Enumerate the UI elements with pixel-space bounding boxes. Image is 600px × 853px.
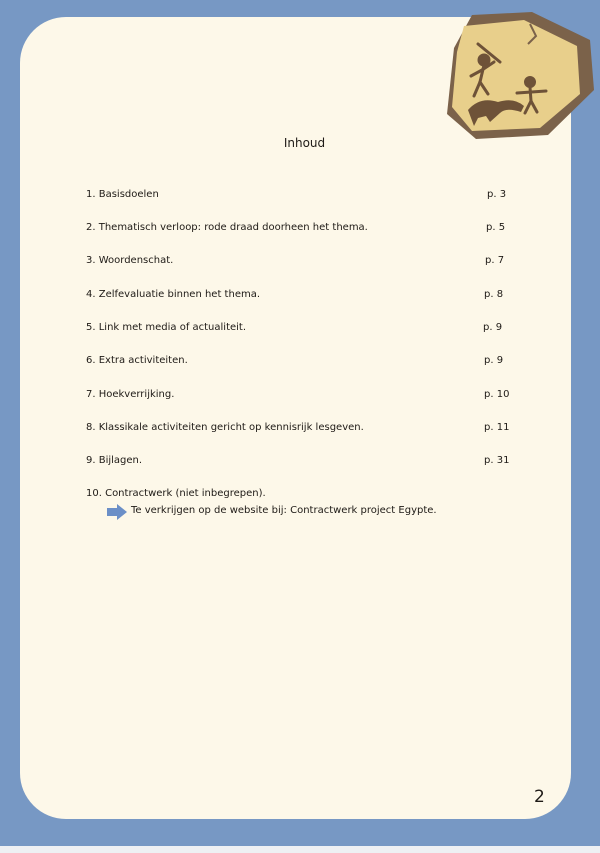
page-title: Inhoud xyxy=(283,136,326,150)
cave-painting-stone-icon xyxy=(444,12,594,144)
toc-item xyxy=(86,189,526,205)
toc-item-page: p. 3 xyxy=(487,189,507,200)
toc-item-page: p. 10 xyxy=(484,389,510,400)
toc-item xyxy=(86,322,526,338)
toc-item xyxy=(86,222,526,238)
toc-item-page: p. 9 xyxy=(483,322,503,333)
toc-item-page: p. 8 xyxy=(484,289,504,300)
toc-item-page: p. 31 xyxy=(484,455,510,466)
toc-item xyxy=(86,422,526,438)
toc-item-label: 4. Zelfevaluatie binnen het thema. xyxy=(86,289,261,300)
toc-item xyxy=(86,255,526,271)
toc-item-page: p. 9 xyxy=(484,355,504,366)
toc-item xyxy=(86,488,526,504)
note-text: Te verkrijgen op de website bij: Contractwerk project Egypte. xyxy=(131,505,437,516)
toc-item-label: 10. Contractwerk (niet inbegrepen). xyxy=(86,488,266,499)
toc-item xyxy=(86,455,526,471)
toc-item-label: 9. Bijlagen. xyxy=(86,455,143,466)
toc-item-page: p. 5 xyxy=(486,222,506,233)
toc-item-page: p. 11 xyxy=(484,422,510,433)
toc-item-label: 2. Thematisch verloop: rode draad doorheen het thema. xyxy=(86,222,368,233)
toc-item-label: 6. Extra activiteiten. xyxy=(86,355,188,366)
toc-item xyxy=(86,355,526,371)
toc-item-label: 7. Hoekverrijking. xyxy=(86,389,175,400)
toc-item xyxy=(86,389,526,405)
page-number: 2 xyxy=(534,787,545,807)
toc-item-page: p. 7 xyxy=(485,255,505,266)
toc-item-label: 1. Basisdoelen xyxy=(86,189,159,200)
toc-item-label: 3. Woordenschat. xyxy=(86,255,174,266)
arrow-right-icon xyxy=(106,503,128,521)
viewer-bottom-strip xyxy=(0,846,600,853)
toc-item-label: 5. Link met media of actualiteit. xyxy=(86,322,247,333)
toc-item xyxy=(86,289,526,305)
toc-item-label: 8. Klassikale activiteiten gericht op kennisrijk lesgeven. xyxy=(86,422,364,433)
